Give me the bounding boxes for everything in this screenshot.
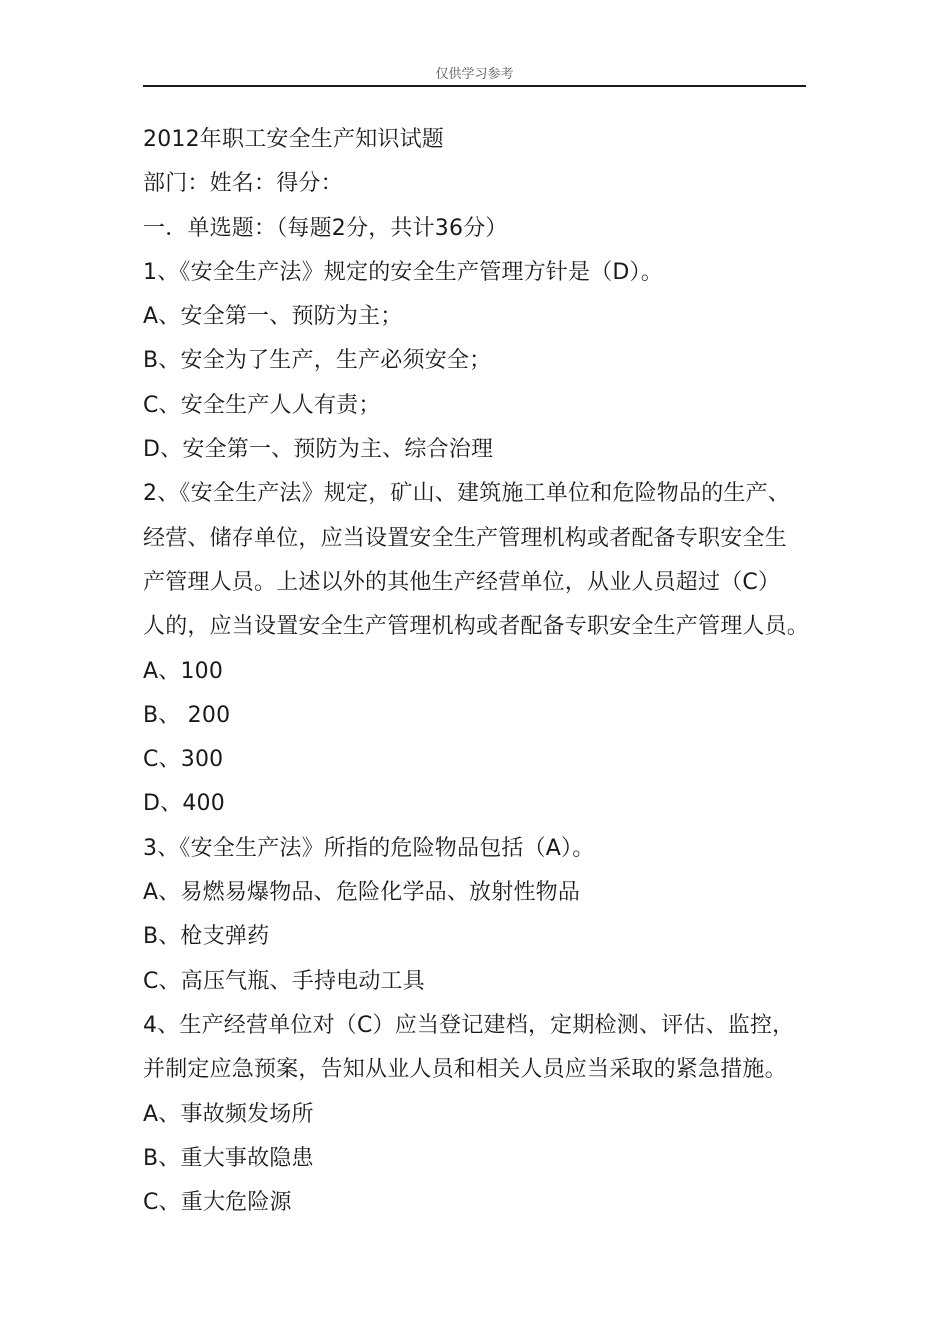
question-2-option-c: C、300 [143, 747, 224, 773]
question-4-option-c: C、重大危险源 [143, 1190, 292, 1216]
question-1-option-d: D、安全第一、预防为主、综合治理 [143, 437, 494, 463]
question-3-option-b: B、枪支弹药 [143, 924, 270, 950]
question-2-stem-line: 2、《安全生产法》规定，矿山、建筑施工单位和危险物品的生产、 [143, 481, 790, 507]
page-header: 仅供学习参考 [435, 67, 514, 82]
document-body [143, 118, 813, 1225]
question-3-stem: 3、《安全生产法》所指的危险物品包括（A）。 [143, 835, 595, 861]
section-heading: 一．单选题：（每题2分，共计36分） [143, 215, 508, 241]
question-4-option-b: B、重大事故隐患 [143, 1145, 314, 1171]
question-2-option-d: D、400 [143, 791, 225, 817]
question-2-stem-line: 产管理人员。上述以外的其他生产经营单位，从业人员超过（C） [143, 569, 781, 595]
question-1-option-c: C、安全生产人人有责； [143, 392, 381, 418]
document-title: 2012年职工安全生产知识试题 [143, 127, 444, 152]
question-4-stem-line: 并制定应急预案，告知从业人员和相关人员应当采取的紧急措施。 [143, 1057, 787, 1083]
question-3-option-a: A、易燃易爆物品、危险化学品、放射性物品 [143, 880, 581, 906]
question-2-option-a: A、100 [143, 658, 224, 684]
question-2-option-b: B、 200 [143, 702, 231, 728]
question-1-option-b: B、安全为了生产，生产必须安全； [143, 348, 492, 374]
question-4-option-a: A、事故频发场所 [143, 1101, 314, 1127]
question-2-stem-line: 经营、储存单位，应当设置安全生产管理机构或者配备专职安全生 [143, 525, 787, 551]
header-divider [143, 85, 806, 87]
question-1-option-a: A、安全第一、预防为主； [143, 304, 403, 330]
question-1-stem: 1、《安全生产法》规定的安全生产管理方针是（D）。 [143, 259, 663, 285]
question-4-stem-line: 4、生产经营单位对（C）应当登记建档，定期检测、评估、监控， [143, 1012, 795, 1038]
question-2-stem-line: 人的，应当设置安全生产管理机构或者配备专职安全生产管理人员。 [143, 614, 810, 640]
info-fields: 部门：姓名：得分： [143, 171, 343, 197]
question-3-option-c: C、高压气瓶、手持电动工具 [143, 968, 425, 994]
